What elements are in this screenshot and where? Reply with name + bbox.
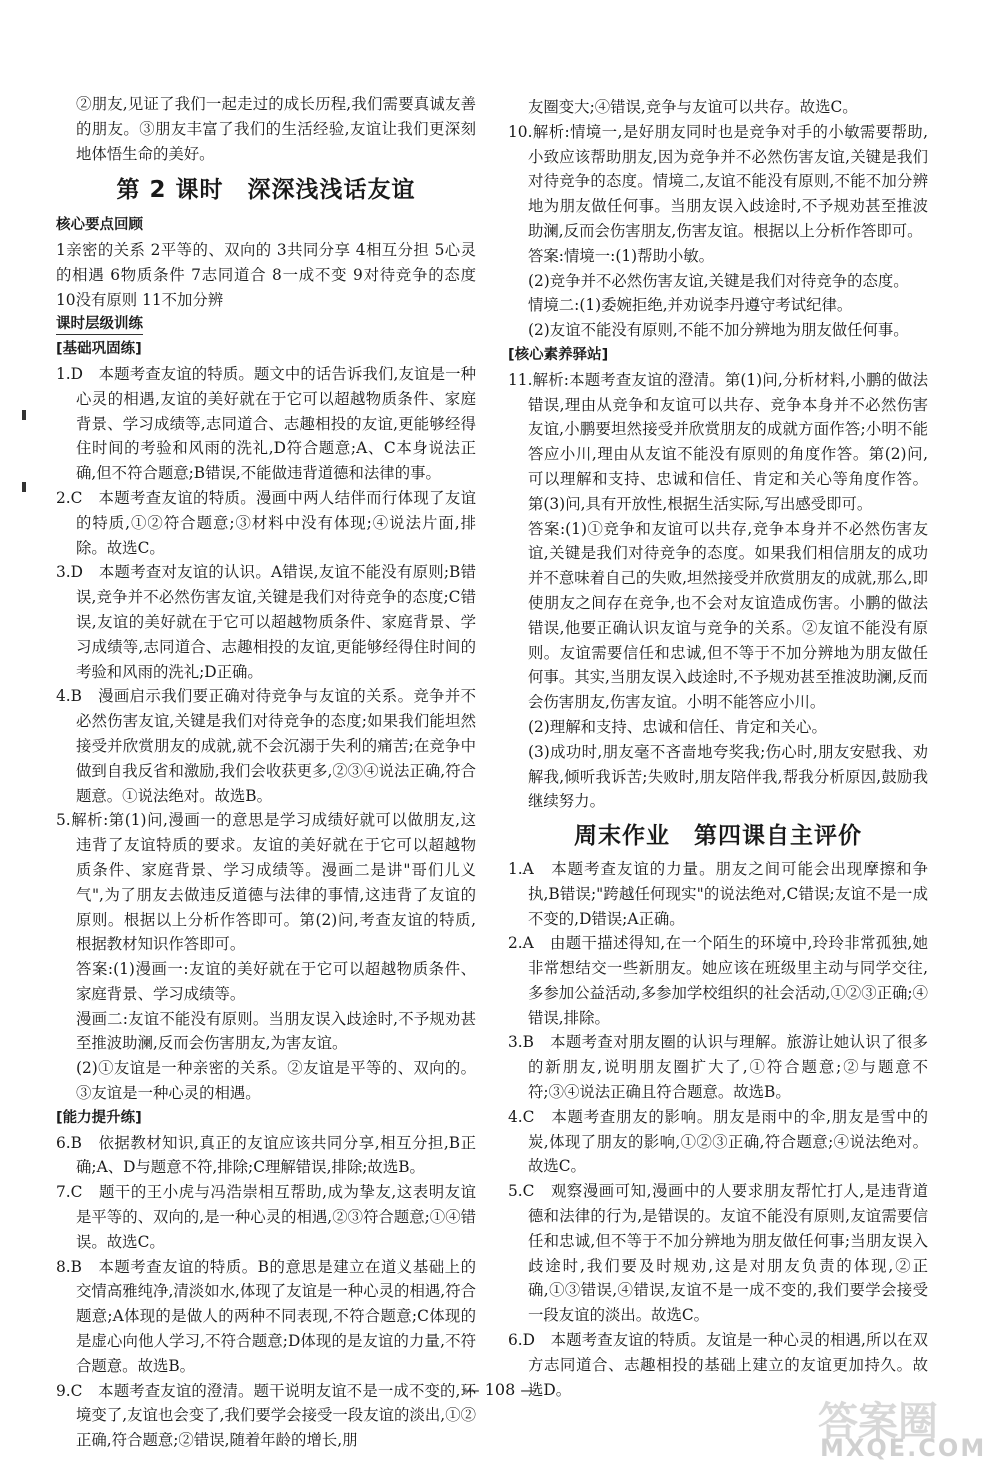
weekend-answer-2: 2.A 由题干描述得知,在一个陌生的环境中,玲玲非常孤独,她非常想结交一些新朋友。她应该在班级里主动与同学交往,多参加公益活动,多参加学校组织的社会活动,①②③正确;④错误,排除。 bbox=[508, 934, 928, 1027]
answer-11-analysis: 11.解析:本题考查友谊的澄清。第(1)问,分析材料,小鹏的做法错误,理由从竞争和友谊可以共存、竞争本身并不必然伤害友谊,小鹏要坦然接受并欣赏朋友的成就方面作答;小明不能答应小川,理由从友谊不能没有原则的角度作答。第(2)问,可以理解和支持、忠诚和信任、肯定和关心等角度作答。第(3)问,具有开放性,根据生活实际,写出感受即可。 bbox=[508, 370, 928, 513]
answer-8: 8.B 本题考查友谊的特质。B的意思是建立在道义基础上的交情高雅纯净,清淡如水,体现了友谊是一种心灵的相遇,符合题意;A体现的是做人的两种不同表现,不符合题意;C体现的是虚心向他人学习,不符合题意;D体现的是友谊的力量,不符合题意。故选B。 bbox=[56, 1257, 476, 1375]
weekend-answer-3: 3.B 本题考查对朋友圈的认识与理解。旅游让她认识了很多的新朋友,说明朋友圈扩大了,①符合题意;②与题意不符;③④说法正确且符合题意。故选B。 bbox=[508, 1033, 928, 1102]
basic-practice-heading: [基础巩固练] bbox=[56, 341, 142, 358]
answer-5-key-1: 答案:(1)漫画一:友谊的美好就在于它可以超越物质条件、家庭背景、学习成绩等。 bbox=[76, 960, 476, 1003]
weekend-answer-5: 5.C 观察漫画可知,漫画中的人要求朋友帮忙打人,是违背道德和法律的行为,是错误的。友谊不能没有原则,友谊需要信任和忠诚,但不等于不加分辨地为朋友做任何事;当朋友误入歧途时,我们要及时规劝,这是对朋友负责的体现,②正确,①③错误,④错误,友谊不是一成不变的,我们要学会接受一段友谊的淡出。故选C。 bbox=[508, 1182, 928, 1325]
answer-5-analysis: 5.解析:第(1)问,漫画一的意思是学习成绩好就可以做朋友,这违背了友谊特质的要求。友谊的美好就在于它可以超越物质条件、家庭背景、学习成绩等。漫画二是讲"哥们儿义气",为了朋友去做违反道德与法律的事情,这违背了友谊的原则。根据以上分析作答即可。第(2)问,考查友谊的特质,根据教材知识作答即可。 bbox=[56, 811, 476, 954]
answer-10-analysis: 10.解析:情境一,是好朋友同时也是竞争对手的小敏需要帮助,小致应该帮助朋友,因为竞争并不必然伤害友谊,关键是我们对待竞争的态度。情境二,友谊不能没有原则,不能不加分辨地为朋友做任何事。当朋友误入歧途时,不予规劝甚至推波助澜,反而会伤害朋友,伤害友谊。根据以上分析作答即可。 bbox=[508, 122, 928, 240]
watermark-en: MXQE.COM bbox=[820, 1434, 987, 1462]
weekend-answer-1: 1.A 本题考查友谊的力量。朋友之间可能会出现摩擦和争执,B错误;"跨越任何现实"的说法绝对,C错误;友谊不是一成不变的,D错误;A正确。 bbox=[508, 859, 928, 928]
watermark-logo bbox=[800, 1390, 990, 1468]
answer-9-continued: 友圈变大;④错误,竞争与友谊可以共存。故选C。 bbox=[528, 98, 858, 116]
left-column bbox=[56, 92, 476, 1453]
answer-11-key-2: (2)理解和支持、忠诚和信任、肯定和关心。 bbox=[528, 717, 827, 736]
answer-6: 6.B 依据教材知识,真正的友谊应该共同分享,相互分担,B正确;A、D与题意不符,排除;C理解错误,排除;故选B。 bbox=[56, 1133, 476, 1177]
answer-10-key-3: 情境二:(1)委婉拒绝,并劝说李丹遵守考试纪律。 bbox=[528, 296, 853, 315]
watermark-cn: 答案圈 bbox=[818, 1399, 938, 1445]
answer-9: 9.C 本题考查友谊的澄清。题干说明友谊不是一成不变的,环境变了,友谊也会变了,我们要学会接受一段友谊的淡出,①②正确,符合题意;②错误,随着年龄的增长,朋 bbox=[56, 1381, 476, 1450]
training-heading: 课时层级训练 bbox=[56, 314, 143, 335]
advanced-practice-heading: [能力提升练] bbox=[56, 1109, 142, 1126]
core-literacy-heading: [核心素养驿站] bbox=[508, 346, 609, 363]
answer-3: 3.D 本题考查对友谊的认识。A错误,友谊不能没有原则;B错误,竞争并不必然伤害友谊,关键是我们对待竞争的态度;C错误,友谊的美好就在于它可以超越物质条件、家庭背景、学习成绩等,志同道合、志趣相投的友谊,更能够经得住时间的考验和风雨的洗礼;D正确。 bbox=[56, 563, 476, 681]
weekend-answer-6: 6.D 本题考查友谊的特质。友谊是一种心灵的相遇,所以在双方志同道合、志趣相投的基础上建立的友谊更加持久。故选D。 bbox=[508, 1331, 928, 1399]
answer-11-key-3: (3)成功时,朋友毫不吝啬地夸奖我;伤心时,朋友安慰我、劝解我,倾听我诉苦;失败时,朋友陪伴我,帮我分析原因,鼓励我继续努力。 bbox=[528, 742, 928, 811]
core-review-heading: 核心要点回顾 bbox=[56, 217, 143, 234]
answer-10-key-4: (2)友谊不能没有原则,不能不加分辨地为朋友做任何事。 bbox=[528, 321, 909, 340]
answer-5-key-2: 漫画二:友谊不能没有原则。当朋友误入歧途时,不予规劝甚至推波助澜,反而会伤害朋友,为害友谊。 bbox=[76, 1009, 476, 1053]
binding-mark bbox=[22, 410, 26, 420]
weekend-answer-4: 4.C 本题考查朋友的影响。朋友是雨中的伞,朋友是雪中的炭,体现了朋友的影响,①②③正确,符合题意;④说法绝对。故选C。 bbox=[508, 1107, 928, 1176]
answer-11-key-1: 答案:(1)①竞争和友谊可以共存,竞争本身并不必然伤害友谊,关键是我们对待竞争的态度。如果我们相信朋友的成功并不意味着自己的失败,坦然接受并欣赏朋友的成就,那么,即使朋友之间存在竞争,也不会对友谊造成伤害。小鹏的做法错误,他要正确认识友谊与竞争的关系。②友谊不能没有原则。友谊需要信任和忠诚,但不等于不加分辨地为朋友做任何事。其实,当朋友误入歧途时,不予规劝甚至推波助澜,反而会伤害朋友,伤害友谊。小明不能答应小川。 bbox=[528, 519, 928, 712]
answer-1: 1.D 本题考查友谊的特质。题文中的话告诉我们,友谊是一种心灵的相遇,友谊的美好就在于它可以超越物质条件、家庭背景、学习成绩等,志同道合、志趣相投的友谊,更能够经得住时间的考验和风雨的洗礼,D符合题意;A、C本身说法正确,但不符合题意;B错误,不能做违背道德和法律的事。 bbox=[56, 364, 476, 483]
answer-10-key-2: (2)竞争并不必然伤害友谊,关键是我们对待竞争的态度。 bbox=[528, 271, 909, 290]
answer-7: 7.C 题干的王小虎与冯浩崇相互帮助,成为挚友,这表明友谊是平等的、双向的,是一种心灵的相遇,②③符合题意;①④错误。故选C。 bbox=[56, 1183, 476, 1251]
binding-mark bbox=[22, 482, 26, 492]
right-column bbox=[508, 95, 928, 1402]
page-number: — 108 — bbox=[463, 1380, 537, 1399]
core-review-points: 1亲密的关系 2平等的、双向的 3共同分享 4相互分担 5心灵的相遇 6物质条件 7志同道合 8一成不变 9对待竞争的态度 10没有原则 11不加分辨 bbox=[56, 240, 476, 309]
lesson-title: 第 2 课时 深深浅浅话友谊 bbox=[116, 177, 416, 204]
answer-2: 2.C 本题考查友谊的特质。漫画中两人结伴而行体现了友谊的特质,①②符合题意;③材料中没有体现;④说法片面,排除。故选C。 bbox=[56, 488, 476, 557]
answer-10-key-1: 答案:情境一:(1)帮助小敏。 bbox=[528, 246, 715, 265]
answer-5-key-3: (2)①友谊是一种亲密的关系。②友谊是平等的、双向的。③友谊是一种心灵的相遇。 bbox=[76, 1059, 476, 1103]
weekend-assignment-title: 周末作业 第四课自主评价 bbox=[574, 823, 862, 850]
intro-paragraph: ②朋友,见证了我们一起走过的成长历程,我们需要真诚友善的朋友。③朋友丰富了我们的生活经验,友谊让我们更深刻地体悟生命的美好。 bbox=[76, 95, 476, 163]
answer-4: 4.B 漫画启示我们要正确对待竞争与友谊的关系。竞争并不必然伤害友谊,关键是我们对待竞争的态度;如果我们能坦然接受并欣赏朋友的成就,就不会沉溺于失利的痛苦;在竞争中做到自我反省和激励,我们会收获更多,②③④说法正确,符合题意。①说法绝对。故选B。 bbox=[56, 687, 476, 805]
